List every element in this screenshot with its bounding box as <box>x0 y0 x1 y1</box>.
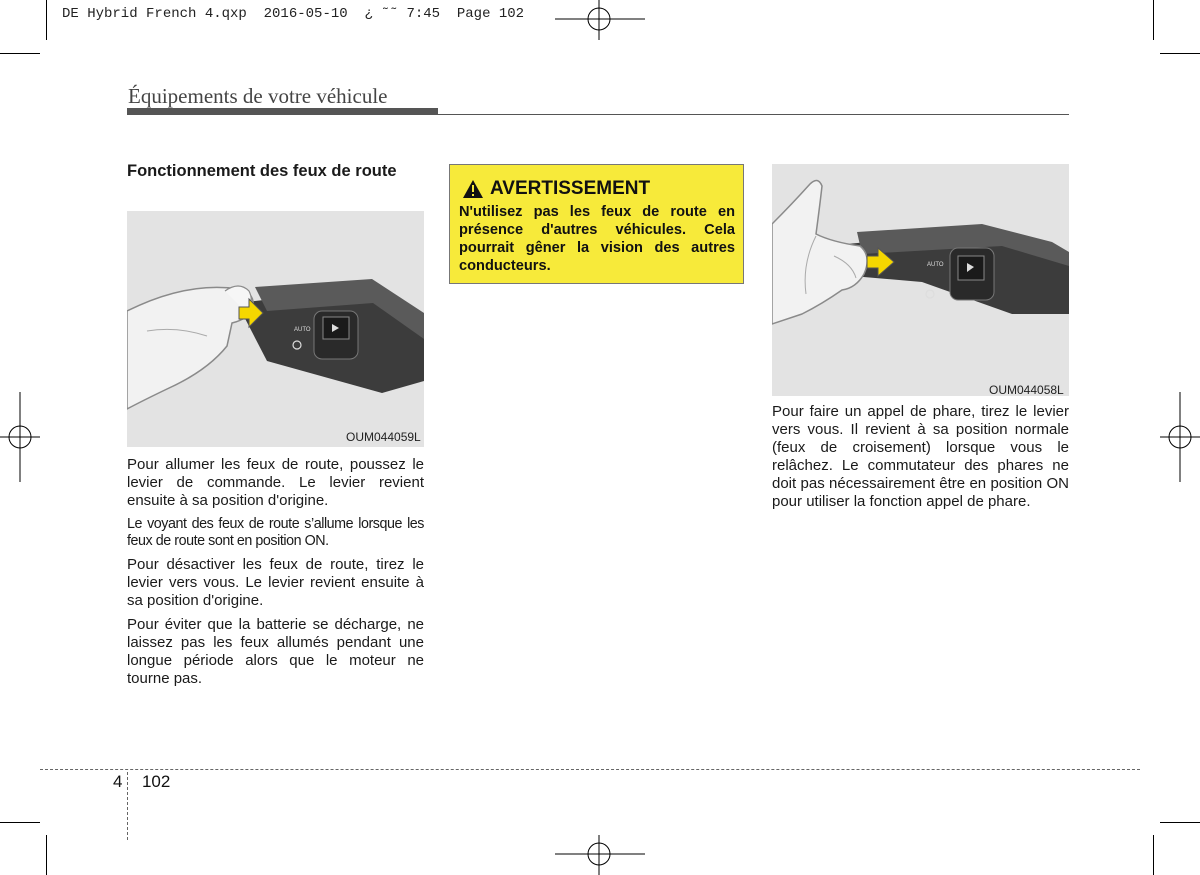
section-heading: Fonctionnement des feux de route <box>127 162 397 180</box>
registration-mark-top <box>555 0 645 40</box>
figure-push-lever <box>127 211 424 447</box>
crop-mark <box>0 53 40 54</box>
footer-dashed-rule <box>40 769 1140 770</box>
crop-mark <box>1153 0 1154 40</box>
paragraph: Le voyant des feux de route s’allume lorsque les feux de route sont en position ON. <box>127 516 424 549</box>
lever-push-illustration <box>127 211 424 447</box>
auto-label: AUTO <box>927 262 944 268</box>
crop-mark <box>1160 822 1200 823</box>
crop-mark <box>1160 53 1200 54</box>
auto-label: AUTO <box>294 327 311 333</box>
figure-caption: OUM044059L <box>346 430 421 444</box>
page-number <box>113 772 170 792</box>
warning-text: N'utilisez pas les feux de route en présence d'autres véhicules. Cela pourrait gêner la vision des autres conducteurs. <box>459 204 735 274</box>
warning-title: AVERTISSEMENT <box>490 178 651 199</box>
registration-mark-right <box>1160 392 1200 482</box>
figure-caption: OUM044058L <box>989 383 1064 397</box>
registration-mark-bottom <box>555 835 645 875</box>
chapter-number: 4 <box>113 772 123 791</box>
title-rule-thin <box>438 114 1069 115</box>
lever-pull-illustration <box>772 164 1069 396</box>
title-rule-thick <box>127 108 438 115</box>
paragraph: Pour éviter que la batterie se décharge, ne laissez pas les feux allumés pendant une longue période alors que le moteur ne tourne pas. <box>127 616 424 687</box>
left-body <box>127 456 424 694</box>
page-number-value: 102 <box>141 772 171 791</box>
warning-box <box>449 164 744 284</box>
warning-triangle-icon <box>462 179 484 199</box>
right-body <box>772 403 1069 517</box>
crop-mark <box>46 0 47 40</box>
paragraph: Pour désactiver les feux de route, tirez le levier vers vous. Le levier revient ensuite à sa position d'origine. <box>127 556 424 609</box>
figure-pull-lever <box>772 164 1069 396</box>
paragraph: Pour allumer les feux de route, poussez le levier de commande. Le levier revient ensuite à sa position d'origine. <box>127 456 424 509</box>
registration-mark-left <box>0 392 40 482</box>
crop-mark <box>1153 835 1154 875</box>
print-slug: DE Hybrid French 4.qxp 2016-05-10 ¿ ˜˜ 7:45 Page 102 <box>62 6 525 22</box>
crop-mark <box>46 835 47 875</box>
section-title: Équipements de votre véhicule <box>128 84 388 108</box>
crop-mark <box>0 822 40 823</box>
paragraph: Pour faire un appel de phare, tirez le levier vers vous. Il revient à sa position normale (feux de croisement) lorsque vous le relâchez. Le commutateur des phares ne doit pas nécessairement être en position ON pour utiliser la fonction appel de phare. <box>772 403 1069 510</box>
